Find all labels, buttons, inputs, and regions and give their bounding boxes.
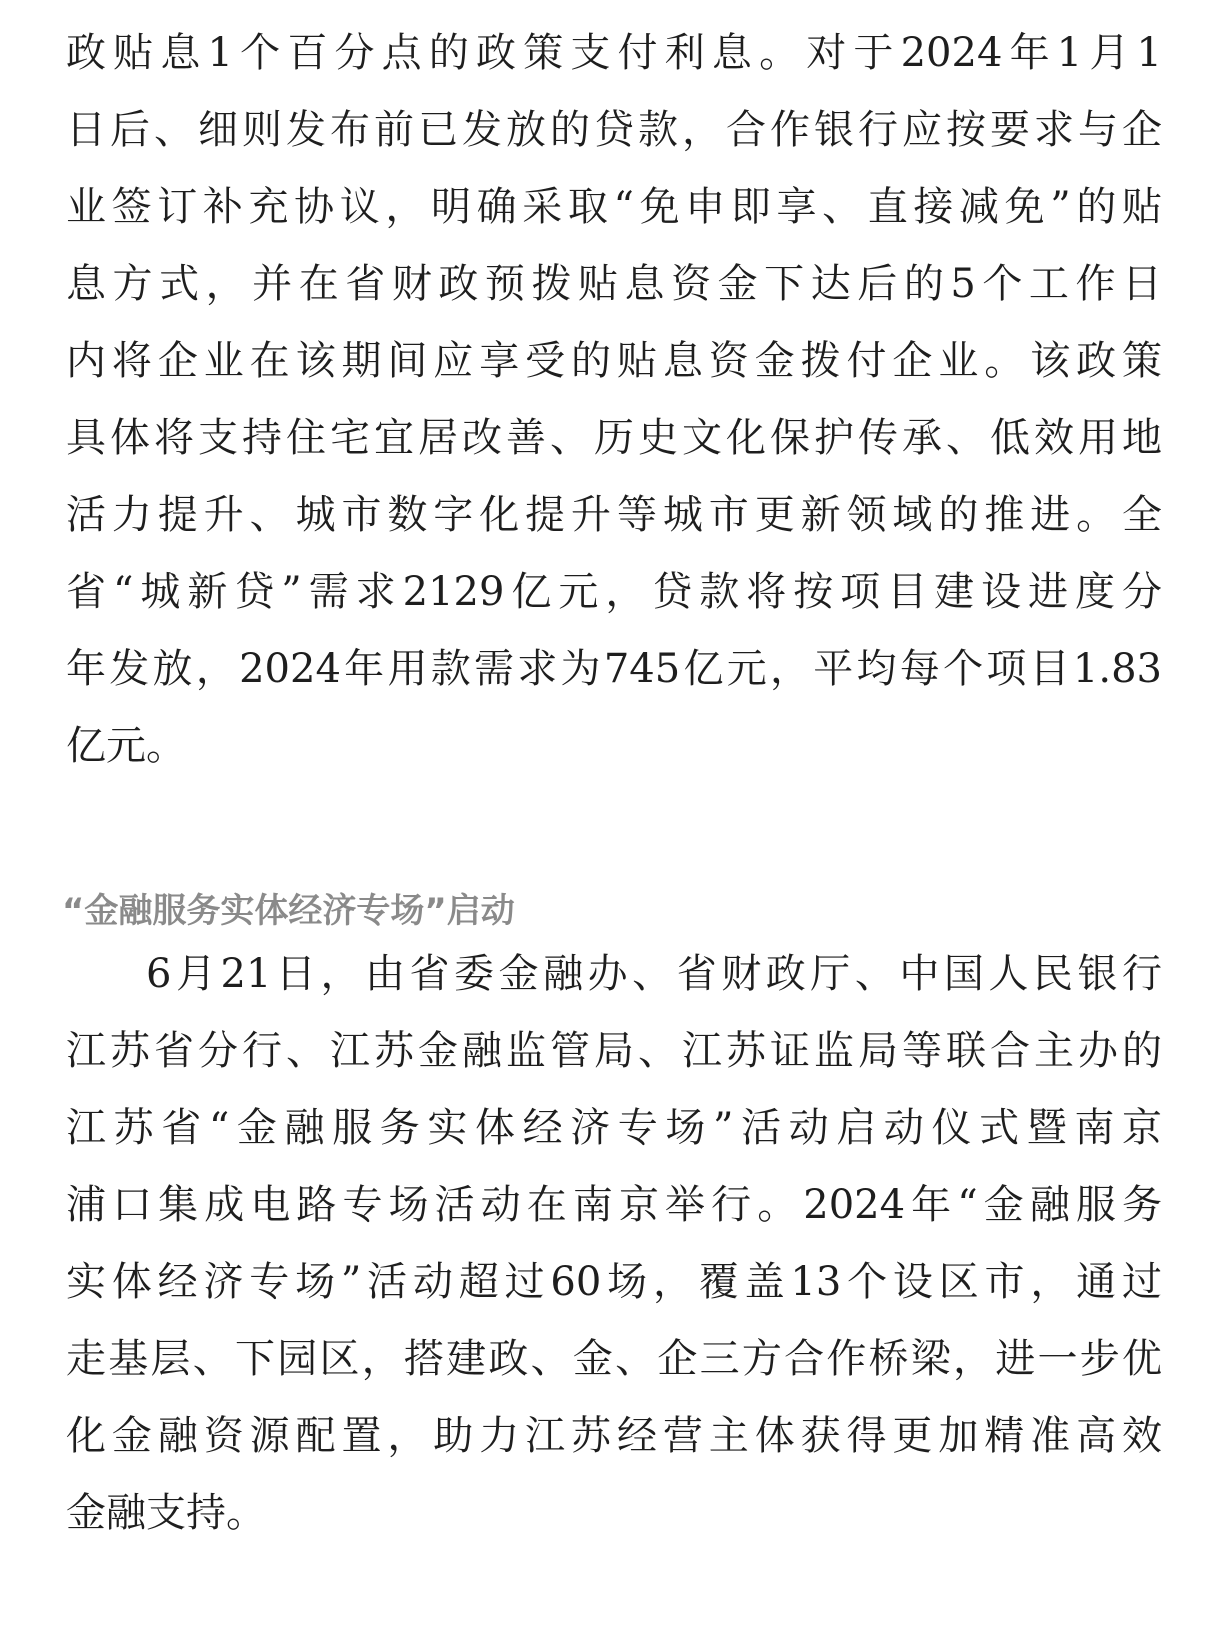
paragraph-1-line-10: 亿元。 (66, 723, 186, 769)
section-heading: “金融服务实体经济专场”启动 (62, 891, 515, 931)
paragraph-2-line-6: 走基层、下园区，搭建政、金、企三方合作桥梁，进一步优 (66, 1336, 1162, 1382)
paragraph-1-line-8: 省“城新贷”需求2129亿元，贷款将按项目建设进度分 (66, 569, 1162, 615)
paragraph-2-line-7: 化金融资源配置，助力江苏经营主体获得更加精准高效 (66, 1413, 1162, 1459)
paragraph-2-line-1: 6月21日，由省委金融办、省财政厅、中国人民银行 (146, 951, 1162, 997)
paragraph-1-line-3: 业签订补充协议，明确采取“免申即享、直接减免”的贴 (66, 184, 1162, 230)
paragraph-1-line-5: 内将企业在该期间应享受的贴息资金拨付企业。该政策 (66, 338, 1162, 384)
paragraph-2-line-5: 实体经济专场”活动超过60场，覆盖13个设区市，通过 (66, 1259, 1162, 1305)
paragraph-1-line-7: 活力提升、城市数字化提升等城市更新领域的推进。全 (66, 492, 1162, 538)
paragraph-1-line-9: 年发放，2024年用款需求为745亿元，平均每个项目1.83 (66, 646, 1162, 692)
paragraph-1-line-1: 政贴息1个百分点的政策支付利息。对于2024年1月1 (66, 30, 1162, 76)
paragraph-1-line-4: 息方式，并在省财政预拨贴息资金下达后的5个工作日 (66, 261, 1162, 307)
paragraph-1-line-2: 日后、细则发布前已发放的贷款，合作银行应按要求与企 (66, 107, 1162, 153)
paragraph-2-line-8: 金融支持。 (66, 1490, 266, 1536)
paragraph-2-line-4: 浦口集成电路专场活动在南京举行。2024年“金融服务 (66, 1182, 1162, 1228)
paragraph-2-line-3: 江苏省“金融服务实体经济专场”活动启动仪式暨南京 (66, 1105, 1162, 1151)
paragraph-1-line-6: 具体将支持住宅宜居改善、历史文化保护传承、低效用地 (66, 415, 1162, 461)
paragraph-2-line-2: 江苏省分行、江苏金融监管局、江苏证监局等联合主办的 (66, 1028, 1162, 1074)
